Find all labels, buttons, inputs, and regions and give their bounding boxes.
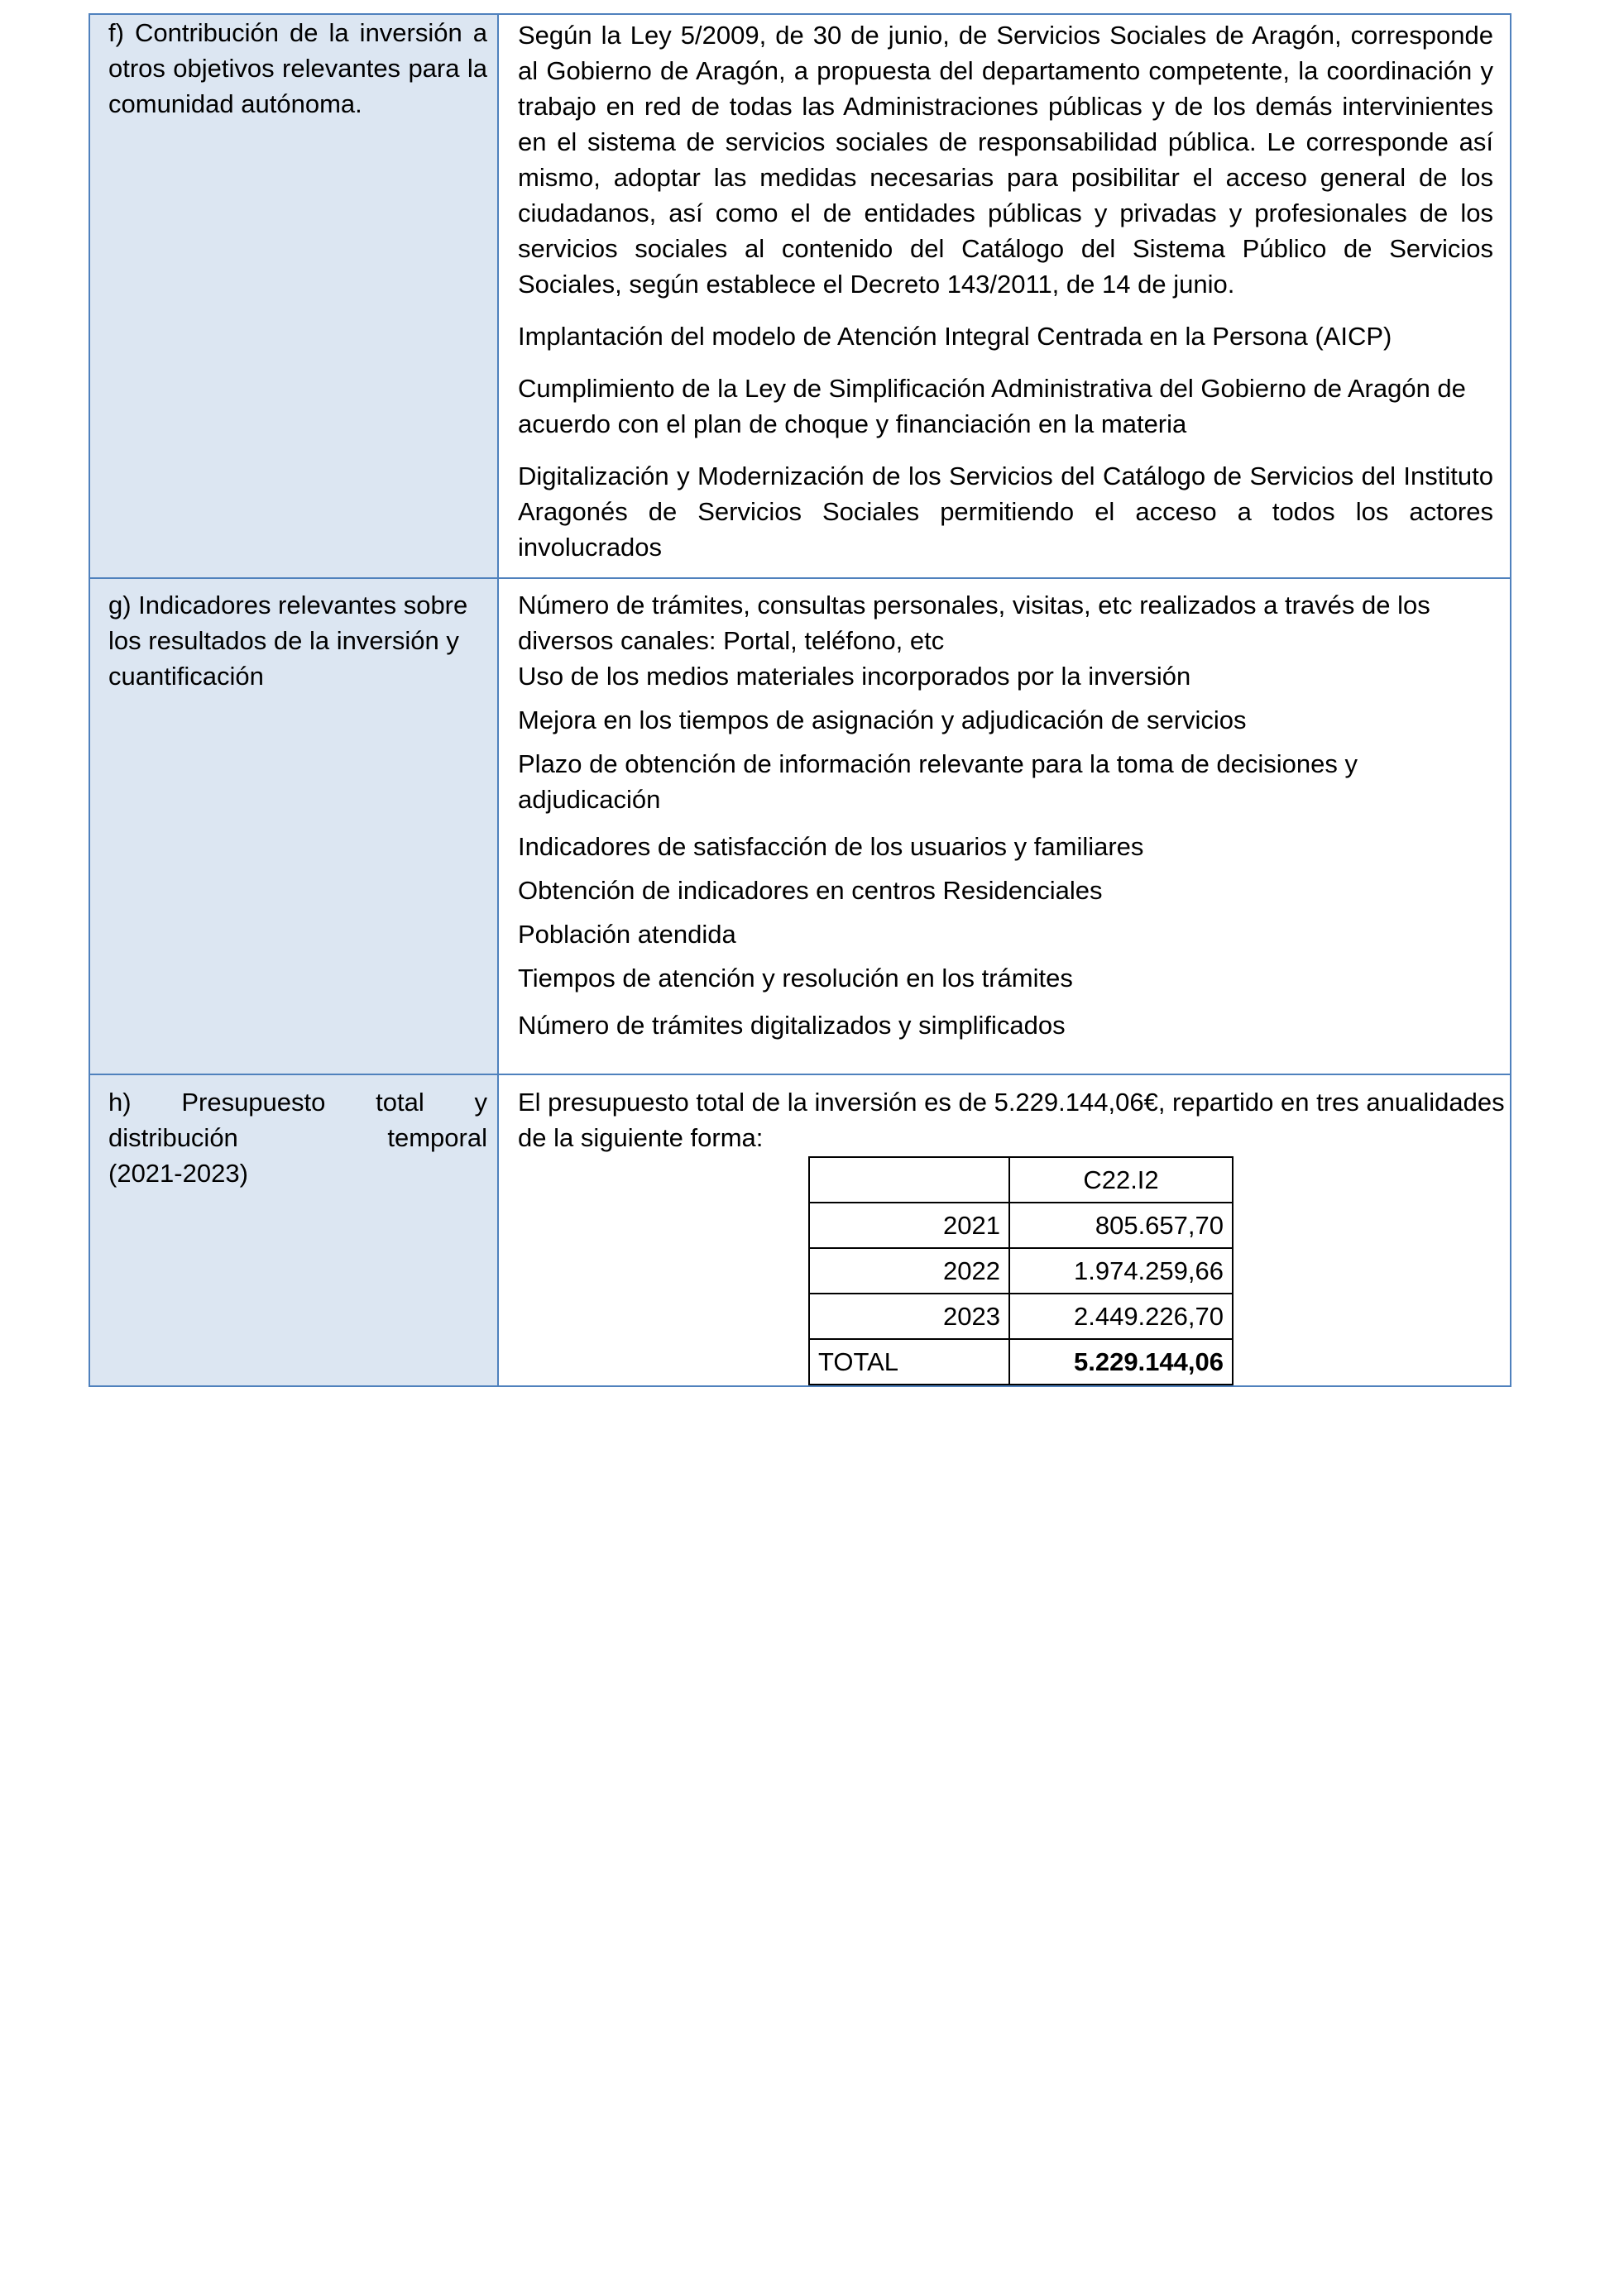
budget-table [808,1156,1234,1385]
row-f-paragraph: Digitalización y Modernización de los Servicios del Catálogo de Servicios del Instituto Aragonés de Servicios Sociales permitiendo el acceso a todos los actores involucrados [518,462,1493,562]
row-f-paragraph: Según la Ley 5/2009, de 30 de junio, de Servicios Sociales de Aragón, corresponde al Gobierno de Aragón, a propuesta del departamento competente, la coordinación y trabajo en red de todas las Administraciones públicas y de los demás intervinientes en el sistema de servicios sociales de responsabilidad pública. Le corresponde así mismo, adoptar las medidas necesarias para posibilitar el acceso general de los ciudadanos, así como el de entidades públicas y privadas y profesionales de los servicios sociales al contenido del Catálogo del Sistema Público de Servicios Sociales, según establece el Decreto 143/2011, de 14 de junio. [518,21,1493,299]
indicator-item: Número de trámites, consultas personales, visitas, etc realizados a través de los diversos canales: Portal, teléfono, etc [518,591,1430,655]
indicator-item: Uso de los medios materiales incorporados por la inversión [518,662,1191,691]
budget-intro: El presupuesto total de la inversión es de 5.229.144,06€, repartido en tres anualidades de la siguiente forma: [518,1088,1505,1152]
indicator-item: Tiempos de atención y resolución en los trámites [518,964,1073,993]
budget-total-row [809,1339,1233,1385]
budget-total-value: 5.229.144,06 [1009,1339,1233,1385]
budget-header-code: C22.I2 [1009,1157,1233,1203]
row-f-paragraph: Cumplimiento de la Ley de Simplificación Administrativa del Gobierno de Aragón de acuerdo con el plan de choque y financiación en la materia [518,374,1466,438]
indicator-item: Plazo de obtención de información relevante para la toma de decisiones y adjudicación [518,749,1358,814]
row-h-label-line: h) Presupuesto total y [108,1088,487,1117]
table-row-f [89,14,1511,578]
budget-year: 2021 [809,1203,1009,1248]
table-row-h [89,1074,1511,1386]
budget-row [809,1248,1233,1294]
budget-header-row [809,1157,1233,1203]
document-table [89,13,1511,1387]
row-h-label [89,1074,498,1386]
budget-value: 805.657,70 [1009,1203,1233,1248]
budget-year: 2023 [809,1294,1009,1339]
budget-row [809,1294,1233,1339]
row-f-label [89,14,498,578]
row-g-content [498,578,1511,1074]
row-g-label-text: g) Indicadores relevantes sobre los resultados de la inversión y cuantificación [108,591,468,691]
budget-value: 1.974.259,66 [1009,1248,1233,1294]
indicator-item: Obtención de indicadores en centros Residenciales [518,876,1103,905]
budget-row [809,1203,1233,1248]
budget-value: 2.449.226,70 [1009,1294,1233,1339]
budget-year: 2022 [809,1248,1009,1294]
row-h-label-line: distribución temporal [108,1123,487,1152]
indicator-item: Número de trámites digitalizados y simplificados [518,1011,1066,1040]
budget-header-blank [809,1157,1009,1203]
row-g-label [89,578,498,1074]
table-row-g [89,578,1511,1074]
indicator-item: Mejora en los tiempos de asignación y adjudicación de servicios [518,706,1247,734]
row-h-label-line: (2021-2023) [108,1159,248,1188]
row-f-paragraph: Implantación del modelo de Atención Integral Centrada en la Persona (AICP) [518,322,1392,351]
row-f-content [498,14,1511,578]
budget-total-label: TOTAL [809,1339,1009,1385]
indicator-item: Indicadores de satisfacción de los usuarios y familiares [518,832,1144,861]
indicator-item: Población atendida [518,920,736,949]
row-f-label-text: f) Contribución de la inversión a otros objetivos relevantes para la comunidad autónoma. [108,18,487,118]
row-h-content [498,1074,1511,1386]
